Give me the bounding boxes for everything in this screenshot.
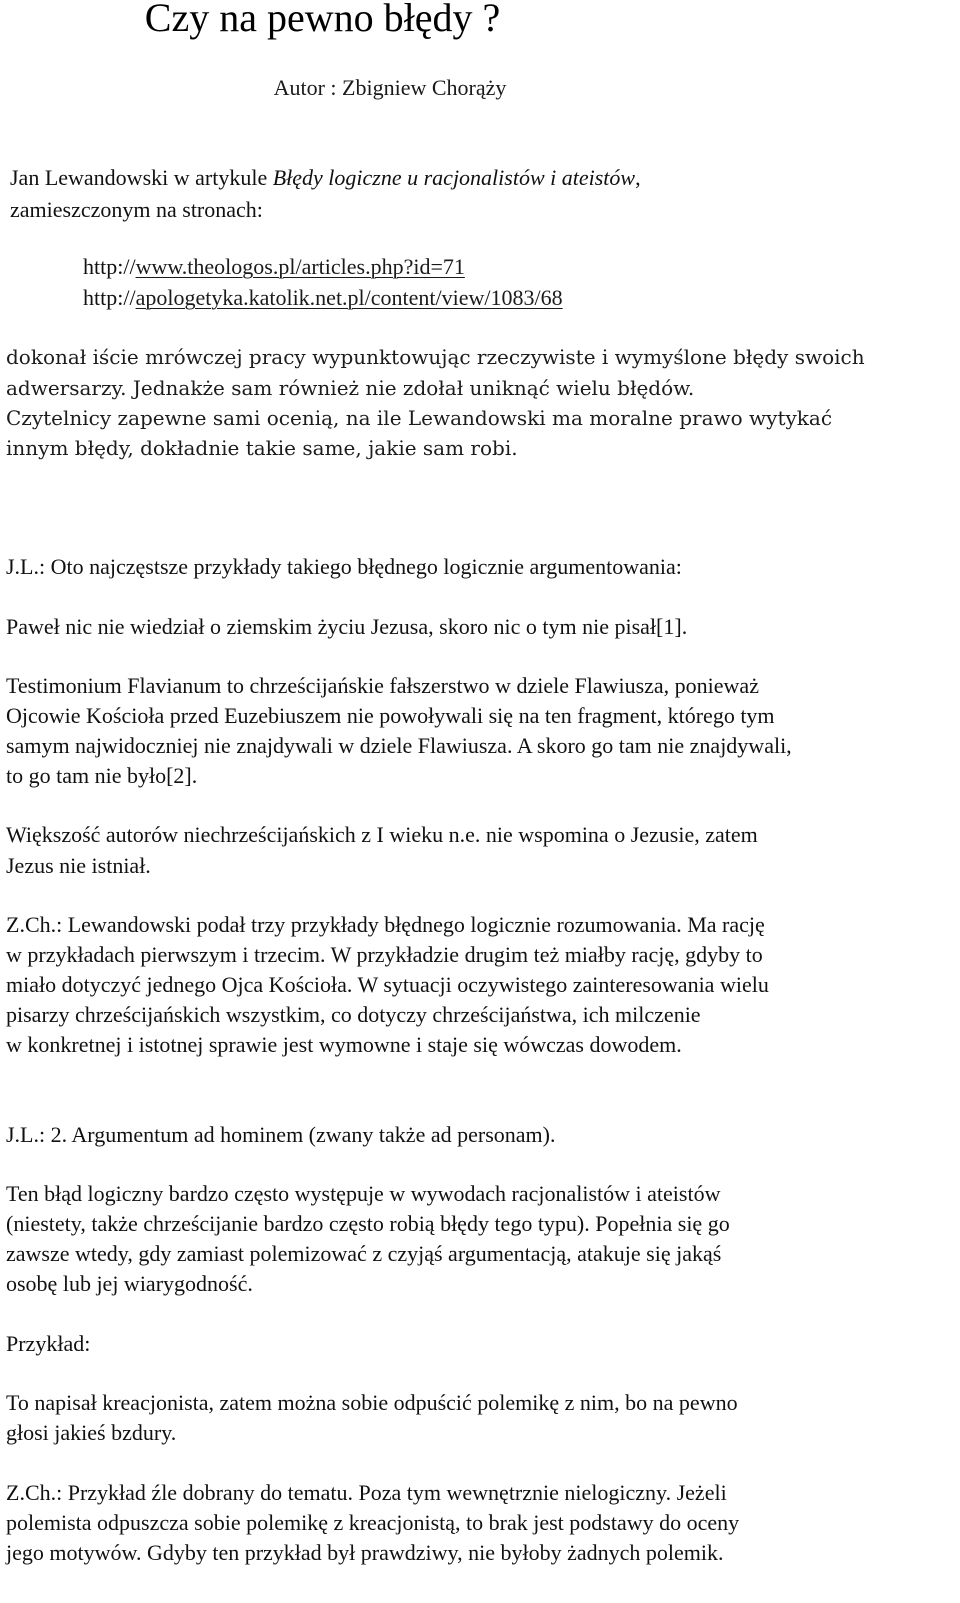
- body-line: w konkretnej i istotnej sprawie jest wymowne i staje się wówczas dowodem.: [6, 1032, 682, 1057]
- body-line: Ojcowie Kościoła przed Euzebiuszem nie powoływali się na ten fragment, którego tym: [6, 703, 775, 728]
- body-line: Jezus nie istniał.: [6, 853, 151, 878]
- body-line: Testimonium Flavianum to chrześcijańskie fałszerstwo w dziele Flawiusza, ponieważ: [6, 673, 759, 698]
- body-line: osobę lub jej wiarygodność.: [6, 1271, 253, 1296]
- body-line: samym najwidoczniej nie znajdywali w dziele Flawiusza. A skoro go tam nie znajdywali,: [6, 733, 792, 758]
- url-link-1[interactable]: [83, 252, 465, 282]
- intro-line-2: zamieszczonym na stronach:: [10, 197, 263, 222]
- intro-comma: ,: [635, 165, 641, 190]
- body-line: pisarzy chrześcijańskich wszystkim, co dotyczy chrześcijaństwa, ich milczenie: [6, 1002, 701, 1027]
- body-line: to go tam nie było[2].: [6, 763, 198, 788]
- url-prefix: http://: [83, 254, 136, 279]
- body-line: Z.Ch.: Przykład źle dobrany do tematu. Poza tym wewnętrznie nielogiczny. Jeżeli: [6, 1480, 727, 1505]
- body-line: Przykład:: [6, 1331, 91, 1356]
- body-line: Większość autorów niechrześcijańskich z I wieku n.e. nie wspomina o Jezusie, zatem: [6, 822, 758, 847]
- document-title: Czy na pewno błędy ?: [144, 0, 501, 40]
- paragraph-line: dokonał iście mrówczej pracy wypunktowując rzeczywiste i wymyślone błędy swoich: [6, 345, 865, 369]
- url-path[interactable]: www.theologos.pl/articles.php?id=71: [135, 254, 465, 279]
- intro-line-1: [10, 163, 641, 193]
- author-line: Autor : Zbigniew Chorąży: [273, 75, 507, 100]
- paragraph-line: adwersarzy. Jednakże sam również nie zdołał uniknąć wielu błędów.: [6, 376, 695, 400]
- paragraph-line: Czytelnicy zapewne sami ocenią, na ile Lewandowski ma moralne prawo wytykać: [6, 406, 833, 430]
- body-line: zawsze wtedy, gdy zamiast polemizować z czyjąś argumentacją, atakuje się jakąś: [6, 1241, 722, 1266]
- body-line: jego motywów. Gdyby ten przykład był prawdziwy, nie byłoby żadnych polemik.: [6, 1540, 724, 1565]
- body-line: (niestety, także chrześcijanie bardzo często robią błędy tego typu). Popełnia się go: [6, 1211, 730, 1236]
- url-path[interactable]: apologetyka.katolik.net.pl/content/view/1083/68: [135, 285, 563, 310]
- body-line: polemista odpuszcza sobie polemikę z kreacjonistą, to brak jest podstawy do oceny: [6, 1510, 740, 1535]
- body-line: To napisał kreacjonista, zatem można sobie odpuścić polemikę z nim, bo na pewno: [6, 1390, 738, 1415]
- body-line: J.L.: 2. Argumentum ad hominem (zwany także ad personam).: [6, 1122, 556, 1147]
- body-line: Z.Ch.: Lewandowski podał trzy przykłady błędnego logicznie rozumowania. Ma rację: [6, 912, 765, 937]
- body-line: Ten błąd logiczny bardzo często występuje w wywodach racjonalistów i ateistów: [6, 1181, 721, 1206]
- url-prefix: http://: [83, 285, 136, 310]
- body-line: w przykładach pierwszym i trzecim. W przykładzie drugim też miałby rację, gdyby to: [6, 942, 763, 967]
- body-line: głosi jakieś bzdury.: [6, 1420, 177, 1445]
- paragraph-line: innym błędy, dokładnie takie same, jakie sam robi.: [6, 436, 518, 460]
- body-line: J.L.: Oto najczęstsze przykłady takiego błędnego logicznie argumentowania:: [6, 554, 682, 579]
- article-title: Błędy logiczne u racjonalistów i ateistów: [272, 165, 636, 190]
- body-line: miało dotyczyć jednego Ojca Kościoła. W sytuacji oczywistego zainteresowania wielu: [6, 972, 769, 997]
- body-line: Paweł nic nie wiedział o ziemskim życiu Jezusa, skoro nic o tym nie pisał[1].: [6, 614, 688, 639]
- url-link-2[interactable]: [83, 283, 563, 313]
- intro-text: Jan Lewandowski w artykule: [10, 165, 273, 190]
